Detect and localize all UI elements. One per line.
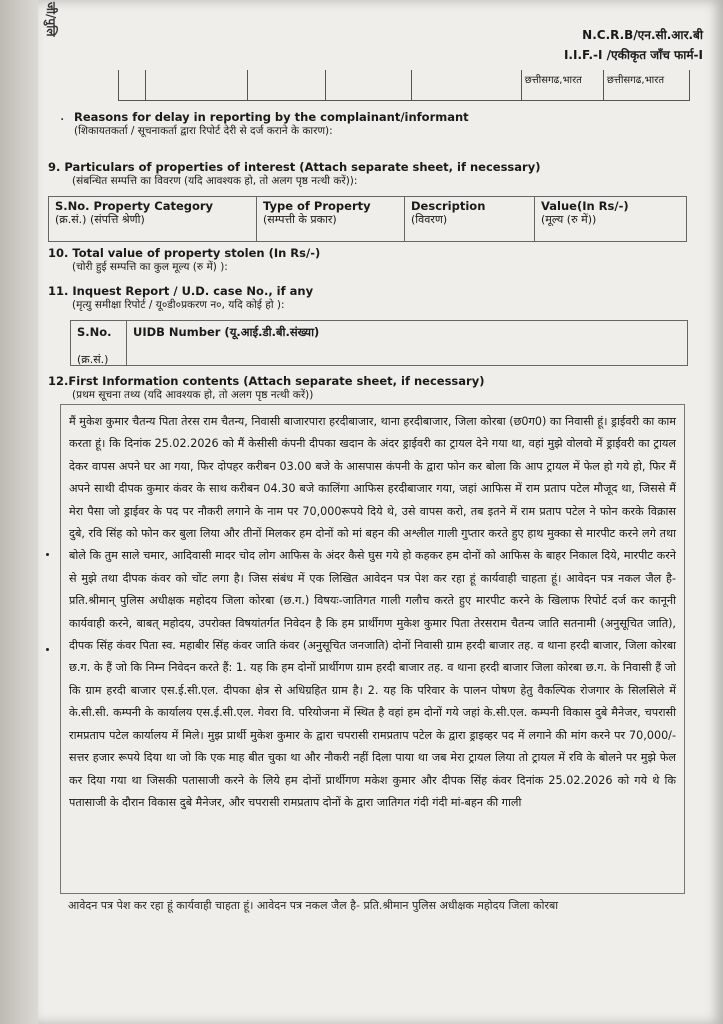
section-11-title: 11. Inquest Report / U.D. case No., if any <box>48 284 314 298</box>
form-title-iif: I.I.F.-I /एकीकृत जाँच फार्म-I <box>563 48 703 62</box>
top-grid-cell-state: छत्तीसगढ,भारत <box>522 70 604 100</box>
section-11 <box>48 284 313 312</box>
section-9-title: 9. Particulars of properties of interest (Attach separate sheet, if necessary) <box>48 160 541 174</box>
property-col-label-hi: (विवरण) <box>411 213 448 226</box>
uidb-col-sno-label: S.No. <box>77 325 112 339</box>
continuation-line: आवेदन पत्र पेश कर रहा हूं कार्यवाही चाहता हूं। आवेदन पत्र नकल जैल है- प्रति.श्रीमान पुलिस अधीक्षक महोदय जिला कोरबा <box>68 899 559 912</box>
form-code-ncrb: N.C.R.B/एन.सी.आर.बी <box>582 28 703 42</box>
section-11-subtitle: (मृत्यु समीक्षा रिपोर्ट / यू०डी०प्रकरण न०, यदि कोई हो ): <box>72 299 285 311</box>
property-col-label: Type of Property <box>263 199 371 213</box>
uidb-col-sno <box>71 321 127 365</box>
section-12-subtitle: (प्रथम सूचना तथ्य (यदि आवश्यक हो, तो अलग पृष्ठ नत्थी करें)) <box>72 389 314 401</box>
property-col-category <box>49 197 257 241</box>
section-9-subtitle: (संबन्धित सम्पत्ति का विवरण (यदि आवश्यक हो, तो अलग पृष्ठ नत्थी करें)): <box>72 175 358 187</box>
property-table-header <box>48 196 687 242</box>
uidb-col-number-label: UIDB Number (यू.आई.डी.बी.संख्या) <box>133 325 320 339</box>
property-col-label-hi: (मूल्य (रु में)) <box>541 213 597 226</box>
section-10-subtitle: (चोरी हुई सम्पत्ति का कुल मूल्य (रु में) ): <box>72 261 228 273</box>
property-col-description <box>405 197 535 241</box>
section-10 <box>48 246 320 274</box>
property-col-label-hi: (क्र.सं.) (संपत्ति श्रेणी) <box>55 213 145 226</box>
property-col-label: S.No. Property Category <box>55 199 214 213</box>
top-grid-cell-state: छत्तीसगढ,भारत <box>606 75 665 86</box>
property-col-value <box>535 197 686 241</box>
section-12-title: 12.First Information contents (Attach separate sheet, if necessary) <box>48 374 485 388</box>
section-8-bullet: . <box>60 108 65 124</box>
section-10-title: 10. Total value of property stolen (In Rs/-) <box>48 246 321 260</box>
margin-dot <box>46 648 49 651</box>
section-12 <box>48 374 484 402</box>
section-8 <box>74 110 469 138</box>
top-info-grid <box>118 70 690 101</box>
property-col-label: Description <box>411 199 486 213</box>
binding-stamp-text: जी/पुलि <box>44 2 58 37</box>
section-8-subtitle: (शिकायतकर्ता / सूचनाकर्ता द्वारा रिपोर्ट देरी से दर्ज कराने के कारण): <box>74 125 333 137</box>
section-9 <box>48 160 540 188</box>
uidb-col-sno-label-hi: (क्र.सं.) <box>77 353 109 366</box>
property-col-type <box>257 197 405 241</box>
first-information-contents: मैं मुकेश कुमार चैतन्य पिता तेरस राम चैतन्य, निवासी बाजारपारा हरदीबाजार, थाना हरदीबाजार, जिला कोरबा (छ0ग0) का निवासी हूं। ड्राईवरी का काम करता हूं। कि दिनांक 25.02.2026 को मैं केसीसी कंपनी दीपका खदान के अंदर ड्राईवरी का ट्रायल देने गया था, वहां मुझे वोलवो में ड्राईवरी का ट्रायल देकर वापस अपने घर आ गया, फिर दोपहर करीबन 03.00 बजे के आसपास कंपनी के द्वारा फोन कर बोला कि आप ट्रायल में फेल हो गये हो, फिर मैं अपने साथी दीपक कुमार कंवर के साथ करीबन 04.30 बजे कालिंगा आफिस हरदीबाजार गया, जहां आफिस में राम प्रताप पटेल मौजूद था, जिससे मैं मेरा पैसा जो ड्राईवर के पद पर नौकरी लगाने के नाम पर 70,000रूपये दिये थे, उसे वापस करो, तब इतने में राम प्रताप पटेल ने फोन करके विक्रास दुबे, रवि सिंह को फोन कर बुला लिया और तीनों मिलकर हम दोनों को मां बहन की अश्लील गाली गुप्तार करते हुए हाथ मुक्का से मारपीट करने लगे तथा बोले कि तुम साले चमार, आदिवासी मादर चोद लोग आफिस के अंदर कैसे घुस गये हो कहकर हम दोनों को आफिस के बाहर निकाल दिये, मारपीट करने से मुझे तथा दीपक कंवर को चोंट लगा है। जिस संबंध में एक लिखित आवेदन पत्र पेश कर रहा हूं कार्यवाही चाहता हूं। आवेदन पत्र नकल जैल है- प्रति.श्रीमान् पुलिस अधीक्षक महोदय जिला कोरबा (छ.ग.) विषयः-जातिगत गाली गलौच करते हुए मारपीट करने के खिलाफ रिपोर्ट दर्ज कर कानूनी कार्यवाही करने, बाबत् महोदय, उपरोक्त विषयांतर्गत निवेदन है कि हम प्रार्थीगण मुकेश कुमार पिता तेरसराम चैतन्य जाति सतनामी (अनुसूचित जाति), दीपक सिंह कंवर पिता स्व. महाबीर सिंह कंवर जाति कंवर (अनुसूचित जनजाति) दोनों निवासी ग्राम हरदी बाजार तह. व थाना हरदी बाजार, जिला कोरबा छ.ग. के हैं जो कि निम्न निवेदन करते हैं: 1. यह कि हम दोनों प्रार्थीगण ग्राम हरदी बाजार तह. व थाना हरदी बाजार जिला कोरबा छ.ग. के निवासी हैं जो कि ग्राम हरदी बाजार एस.ई.सी.एल. दीपका क्षेत्र से अधिग्रहित ग्राम है। 2. यह कि परिवार के पालन पोषण हेतु वैकल्पिक रोजगार के सिलसिले में के.सी.सी. कम्पनी के कार्यालय एस.ई.सी.एल. गेवरा वि. परियोजना में स्थित है वहां हम दोनों गये जहां के.सी.एल. कम्पनी विकास दुबे मैनेजर, चपरासी रामप्रताप पटेल कार्यालय में मिले। मुझ प्रार्थी मुकेश कुमार के द्वारा चपरासी रामप्रताप पटेल के द्वारा ड्राइव्हर पद में लगाने की मांग करने पर 70,000/- सत्तर हजार रूपये दिया था जो कि एक माह बीत चुका था और नौकरी नहीं दिला पाया था जब मेरा ट्रायल लिया तो ट्रायल में रवि के बोलने पर मुझे फेल कर दिया गया था जिसकी पतासाजी करने के लिये हम दोनों प्रार्थीगण मकेश कुमार और दीपक सिंह कंवर दिनांक 25.02.2026 को गये थे कि पतासाजी के दौरान विकास दुबे मैनेजर, और चपरासी रामप्रताप दोनों के द्वारा जातिगत गंदी गंदी मां-बहन की गाली <box>60 404 685 894</box>
top-grid-cell <box>326 70 412 100</box>
top-grid-cell <box>146 70 248 100</box>
uidb-col-number <box>127 321 687 365</box>
margin-dot <box>46 553 49 556</box>
top-grid-cell <box>119 70 146 100</box>
property-col-label-hi: (सम्पत्ती के प्रकार) <box>263 213 337 226</box>
property-col-label: Value(In Rs/-) <box>541 199 629 213</box>
top-grid-cell <box>248 70 326 100</box>
top-grid-cell <box>412 70 522 100</box>
section-8-title: Reasons for delay in reporting by the complainant/informant <box>74 110 469 124</box>
uidb-table-header <box>70 320 688 366</box>
